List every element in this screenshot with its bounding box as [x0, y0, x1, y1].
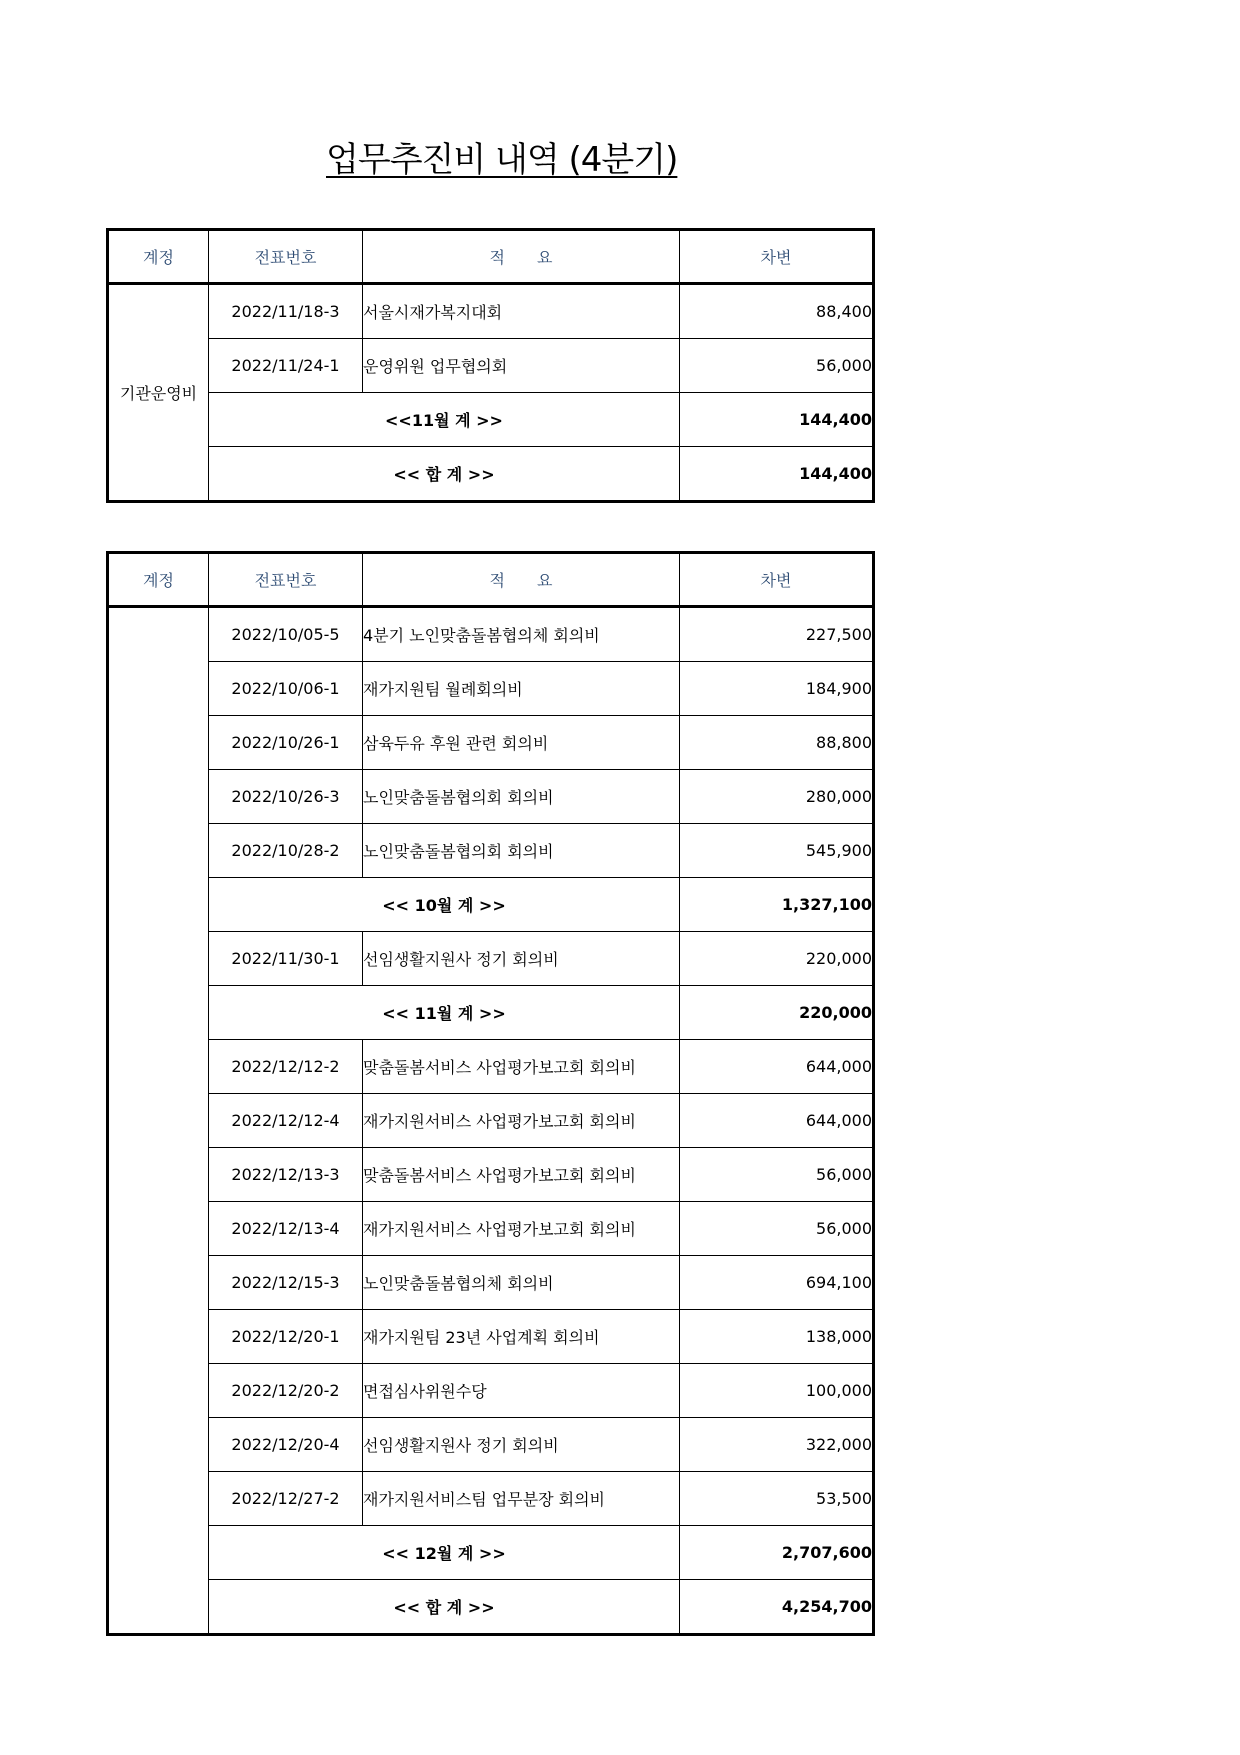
- account-cell: 기관운영비: [108, 284, 209, 502]
- description: 노인맞춤돌봄협의회 회의비: [363, 824, 680, 878]
- description: 재가지원서비스 사업평가보고회 회의비: [363, 1094, 680, 1148]
- page-title: 업무추진비 내역 (4분기): [326, 140, 678, 180]
- subtotal-label: << 12월 계 >>: [209, 1526, 680, 1580]
- subtotal-row: [108, 393, 874, 447]
- debit-amount: 88,800: [680, 716, 874, 770]
- voucher-number: 2022/12/20-4: [209, 1418, 363, 1472]
- description: 노인맞춤돌봄협의회 회의비: [363, 770, 680, 824]
- description: 선임생활지원사 정기 회의비: [363, 932, 680, 986]
- debit-amount: 545,900: [680, 824, 874, 878]
- total-row: [108, 447, 874, 502]
- description: 서울시재가복지대회: [363, 284, 680, 339]
- total-label: << 합 계 >>: [209, 1580, 680, 1635]
- table-row: [108, 1094, 874, 1148]
- debit-amount: 100,000: [680, 1364, 874, 1418]
- subtotal-row: [108, 878, 874, 932]
- table-row: [108, 607, 874, 662]
- debit-amount: 227,500: [680, 607, 874, 662]
- voucher-number: 2022/12/13-3: [209, 1148, 363, 1202]
- total-label: << 합 계 >>: [209, 447, 680, 502]
- description: 맞춤돌봄서비스 사업평가보고회 회의비: [363, 1148, 680, 1202]
- table-row: [108, 824, 874, 878]
- debit-amount: 56,000: [680, 1202, 874, 1256]
- subtotal-row: [108, 1526, 874, 1580]
- voucher-number: 2022/10/06-1: [209, 662, 363, 716]
- voucher-number: 2022/12/20-1: [209, 1310, 363, 1364]
- debit-amount: 644,000: [680, 1040, 874, 1094]
- debit-amount: 1,327,100: [680, 878, 874, 932]
- table-row: [108, 716, 874, 770]
- description: 운영위원 업무협의회: [363, 339, 680, 393]
- table-row: [108, 1364, 874, 1418]
- table-header-row: [108, 553, 874, 607]
- debit-amount: 184,900: [680, 662, 874, 716]
- voucher-number: 2022/11/24-1: [209, 339, 363, 393]
- table-header-row: [108, 230, 874, 284]
- subtotal-row: [108, 986, 874, 1040]
- table-body: [108, 607, 874, 1635]
- voucher-number: 2022/10/26-1: [209, 716, 363, 770]
- table-row: [108, 1310, 874, 1364]
- ledger-table-institution: [106, 228, 875, 503]
- header-voucher: 전표번호: [209, 230, 363, 284]
- voucher-number: 2022/12/20-2: [209, 1364, 363, 1418]
- debit-amount: 144,400: [680, 393, 874, 447]
- debit-amount: 220,000: [680, 986, 874, 1040]
- description: 면접심사위원수당: [363, 1364, 680, 1418]
- debit-amount: 144,400: [680, 447, 874, 502]
- header-voucher: 전표번호: [209, 553, 363, 607]
- voucher-number: 2022/12/13-4: [209, 1202, 363, 1256]
- subtotal-label: <<11월 계 >>: [209, 393, 680, 447]
- debit-amount: 644,000: [680, 1094, 874, 1148]
- subtotal-label: << 11월 계 >>: [209, 986, 680, 1040]
- description: 재가지원팀 23년 사업계획 회의비: [363, 1310, 680, 1364]
- ledger-table-meetings: [106, 551, 875, 1636]
- debit-amount: 138,000: [680, 1310, 874, 1364]
- header-debit: 차변: [680, 553, 874, 607]
- voucher-number: 2022/11/18-3: [209, 284, 363, 339]
- debit-amount: 56,000: [680, 339, 874, 393]
- table-row: [108, 1256, 874, 1310]
- description: 노인맞춤돌봄협의체 회의비: [363, 1256, 680, 1310]
- debit-amount: 88,400: [680, 284, 874, 339]
- description: 재가지원서비스 사업평가보고회 회의비: [363, 1202, 680, 1256]
- debit-amount: 53,500: [680, 1472, 874, 1526]
- subtotal-label: << 10월 계 >>: [209, 878, 680, 932]
- header-summary: 적 요: [363, 553, 680, 607]
- header-debit: 차변: [680, 230, 874, 284]
- total-row: [108, 1580, 874, 1635]
- header-summary: 적 요: [363, 230, 680, 284]
- voucher-number: 2022/12/12-4: [209, 1094, 363, 1148]
- debit-amount: 694,100: [680, 1256, 874, 1310]
- voucher-number: 2022/12/27-2: [209, 1472, 363, 1526]
- table-row: [108, 662, 874, 716]
- table-row: [108, 1418, 874, 1472]
- debit-amount: 4,254,700: [680, 1580, 874, 1635]
- description: 4분기 노인맞춤돌봄협의체 회의비: [363, 607, 680, 662]
- description: 선임생활지원사 정기 회의비: [363, 1418, 680, 1472]
- table-row: [108, 1040, 874, 1094]
- description: 삼육두유 후원 관련 회의비: [363, 716, 680, 770]
- description: 맞춤돌봄서비스 사업평가보고회 회의비: [363, 1040, 680, 1094]
- debit-amount: 56,000: [680, 1148, 874, 1202]
- description: 재가지원팀 월례회의비: [363, 662, 680, 716]
- debit-amount: 220,000: [680, 932, 874, 986]
- table-row: [108, 770, 874, 824]
- table-row: [108, 284, 874, 339]
- voucher-number: 2022/10/28-2: [209, 824, 363, 878]
- voucher-number: 2022/12/12-2: [209, 1040, 363, 1094]
- voucher-number: 2022/10/05-5: [209, 607, 363, 662]
- table-row: [108, 1202, 874, 1256]
- header-account: 계정: [108, 553, 209, 607]
- table-row: [108, 1472, 874, 1526]
- voucher-number: 2022/12/15-3: [209, 1256, 363, 1310]
- table-row: [108, 339, 874, 393]
- debit-amount: 280,000: [680, 770, 874, 824]
- description: 재가지원서비스팀 업무분장 회의비: [363, 1472, 680, 1526]
- table-row: [108, 1148, 874, 1202]
- voucher-number: 2022/11/30-1: [209, 932, 363, 986]
- table-row: [108, 932, 874, 986]
- voucher-number: 2022/10/26-3: [209, 770, 363, 824]
- account-cell: [108, 607, 209, 1635]
- debit-amount: 2,707,600: [680, 1526, 874, 1580]
- header-account: 계정: [108, 230, 209, 284]
- table-body: [108, 284, 874, 502]
- debit-amount: 322,000: [680, 1418, 874, 1472]
